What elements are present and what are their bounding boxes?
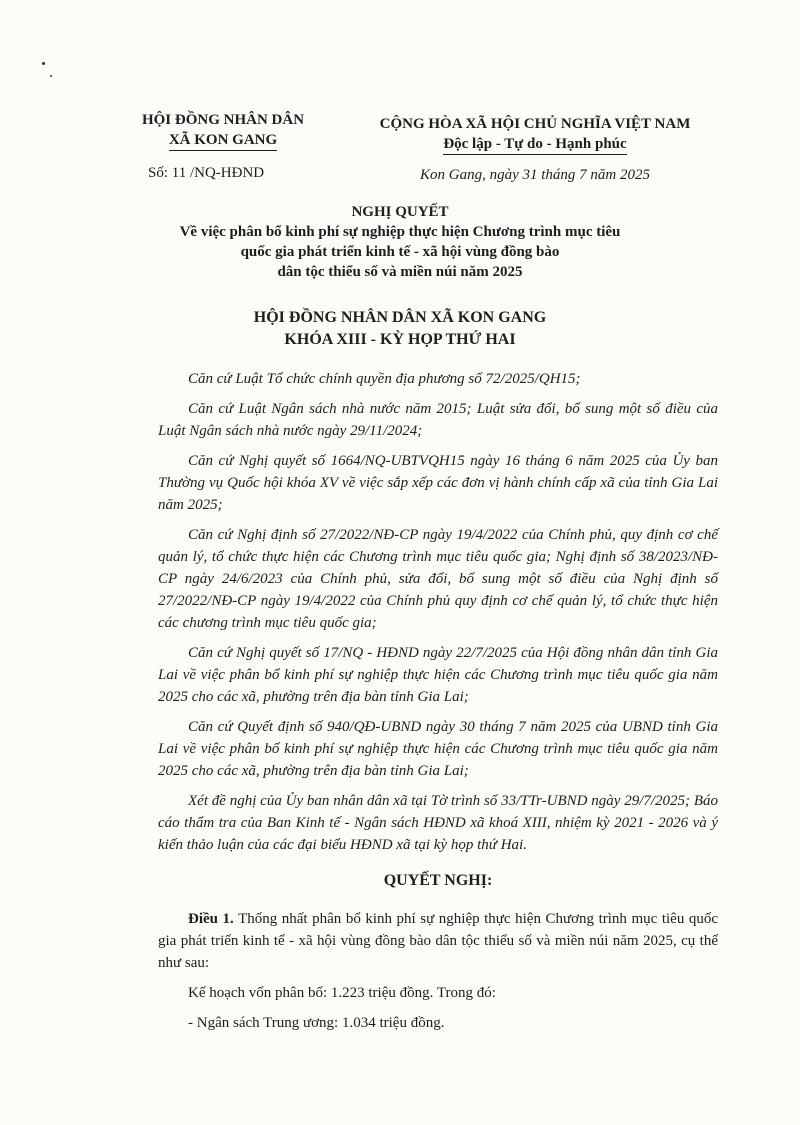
- legal-basis-paragraph: Căn cứ Nghị quyết số 1664/NQ-UBTVQH15 ngày 16 tháng 6 năm 2025 của Ủy ban Thường vụ Quốc hội khóa XV về việc sắp xếp các đơn vị hành chính cấp xã của tỉnh Gia Lai năm 2025;: [158, 453, 718, 513]
- title-line: dân tộc thiểu số và miền núi năm 2025: [277, 264, 523, 280]
- article-1-paragraph: [158, 908, 718, 974]
- article-1-label: Điều 1.: [188, 911, 234, 927]
- document-body: [158, 368, 718, 1042]
- scan-speck: [42, 62, 45, 65]
- document-title-block: [120, 202, 680, 282]
- legal-basis-paragraph: Căn cứ Luật Tổ chức chính quyền địa phương số 72/2025/QH15;: [188, 371, 581, 387]
- plan-amount: Kế hoạch vốn phân bổ: 1.223 triệu đồng. Trong đó:: [188, 985, 496, 1001]
- issuing-authority-block: [118, 110, 328, 183]
- legal-basis-paragraph: Căn cứ Nghị định số 27/2022/NĐ-CP ngày 19/4/2022 của Chính phủ, quy định cơ chế quản lý, tổ chức thực hiện các Chương trình mục tiêu quốc gia; Nghị định số 38/2023/NĐ-CP ngày 24/6/2023 của Chính phủ, sửa đổi, bổ sung một số điều của Nghị định số 27/2022/NĐ-CP ngày 19/4/2022 của Chính phủ quy định cơ chế quản lý, tổ chức thực hiện các chương trình mục tiêu quốc gia;: [158, 527, 718, 631]
- legal-basis-paragraph: Căn cứ Quyết định số 940/QĐ-UBND ngày 30 tháng 7 năm 2025 của UBND tỉnh Gia Lai về việc phân bổ kinh phí sự nghiệp thực hiện các Chương trình mục tiêu quốc gia năm 2025 cho các xã, phường trên địa bàn tỉnh Gia Lai;: [158, 719, 718, 779]
- council-name: HỘI ĐỒNG NHÂN DÂN XÃ KON GANG: [253, 309, 547, 326]
- council-heading: [120, 307, 680, 351]
- place-and-date: Kon Gang, ngày 31 tháng 7 năm 2025: [420, 167, 650, 183]
- scan-speck: [50, 75, 52, 77]
- national-title: CỘNG HÒA XÃ HỘI CHỦ NGHĨA VIỆT NAM: [379, 116, 691, 132]
- authority-name: HỘI ĐỒNG NHÂN DÂN: [141, 112, 305, 128]
- legal-basis-paragraph: Căn cứ Nghị quyết số 17/NQ - HĐND ngày 22/7/2025 của Hội đồng nhân dân tỉnh Gia Lai về việc phân bổ kinh phí sự nghiệp thực hiện các Chương trình mục tiêu quốc gia năm 2025 cho các xã, phường trên địa bàn tỉnh Gia Lai;: [158, 645, 718, 705]
- council-session: KHÓA XIII - KỲ HỌP THỨ HAI: [284, 331, 516, 348]
- title-line: Về việc phân bổ kinh phí sự nghiệp thực hiện Chương trình mục tiêu: [179, 224, 621, 240]
- article-1-text: Thống nhất phân bổ kinh phí sự nghiệp thực hiện Chương trình mục tiêu quốc gia phát triển kinh tế - xã hội vùng đồng bào dân tộc thiểu số và miền núi năm 2025, cụ thể như sau:: [158, 911, 719, 971]
- central-budget-amount: - Ngân sách Trung ương: 1.034 triệu đồng.: [188, 1015, 445, 1031]
- document-number: Số: 11 /NQ-HĐND: [148, 165, 265, 181]
- national-heading-block: [340, 114, 730, 185]
- national-motto: Độc lập - Tự do - Hạnh phúc: [443, 134, 626, 155]
- title-line: quốc gia phát triển kinh tế - xã hội vùng đồng bào: [240, 244, 560, 260]
- document-type: NGHỊ QUYẾT: [351, 204, 449, 220]
- decides-heading: QUYẾT NGHỊ:: [383, 872, 493, 889]
- authority-commune: XÃ KON GANG: [169, 130, 277, 151]
- legal-basis-paragraph: Căn cứ Luật Ngân sách nhà nước năm 2015; Luật sửa đổi, bổ sung một số điều của Luật Ngân sách nhà nước ngày 29/11/2024;: [158, 401, 718, 439]
- legal-basis-paragraph: Xét đề nghị của Ủy ban nhân dân xã tại Tờ trình số 33/TTr-UBND ngày 29/7/2025; Báo cáo thẩm tra của Ban Kinh tế - Ngân sách HĐND xã khoá XIII, nhiệm kỳ 2021 - 2026 và ý kiến thảo luận của các đại biểu HĐND xã tại kỳ họp thứ Hai.: [158, 793, 718, 853]
